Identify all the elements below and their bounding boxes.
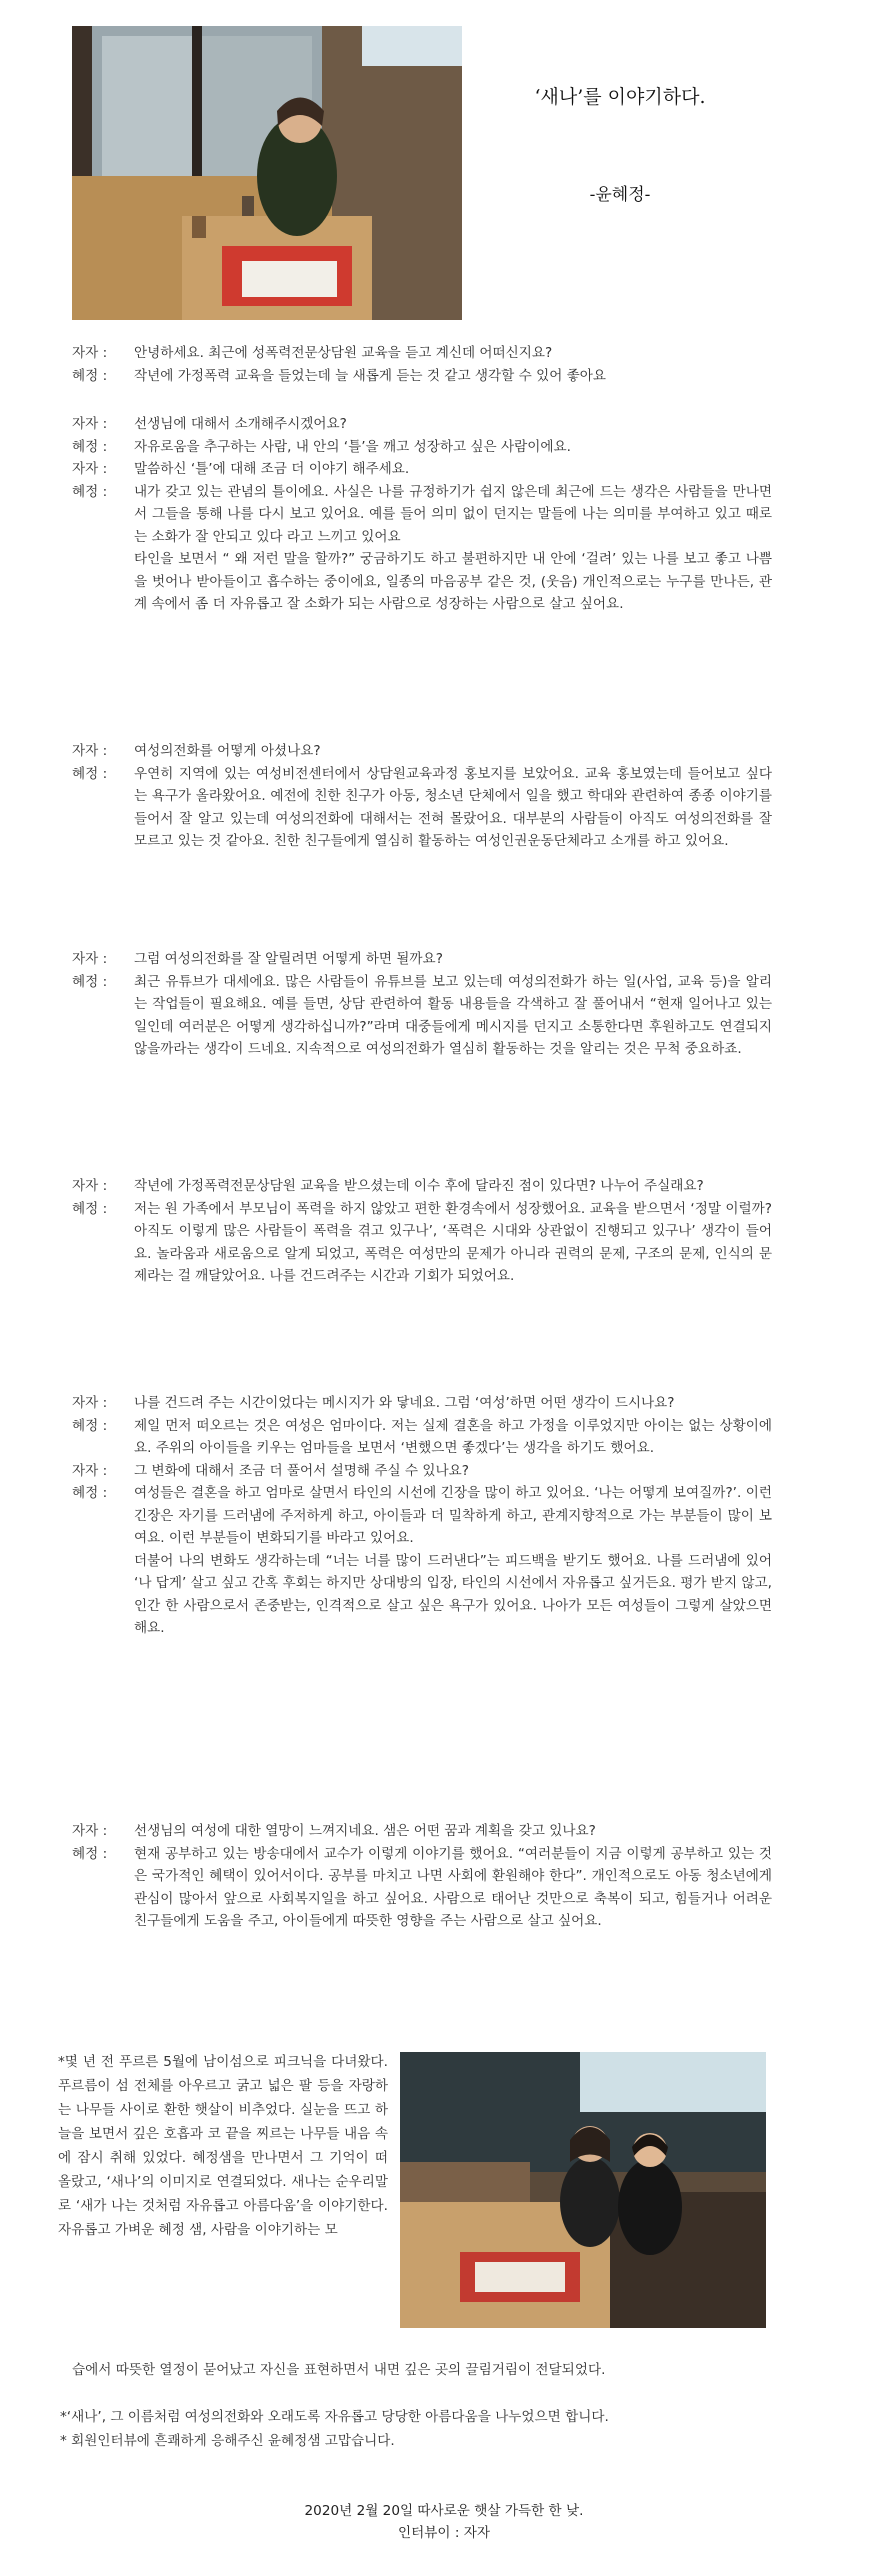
qa-line [72,436,772,459]
qa-line [72,740,772,763]
qa-section [72,1175,772,1288]
closing-note: *‘새나’, 그 이름처럼 여성의전화와 오래도록 자유롭고 당당한 아름다움을 나누었으면 합니다. [60,2409,609,2425]
utterance: 여성들은 결혼을 하고 엄마로 살면서 타인의 시선에 긴장을 많이 하고 있어요. ‘나는 어떻게 보여질까?’. 이런 긴장은 자기를 드러냄에 주저하게 하고, 아이들과 더 밀착하게 하고, 관계지향적으로 가는 부분들이 많이 보여요. 이런 부분들이 변화되기를 바라고 있어요. [134,1485,772,1546]
qa-line [72,481,772,549]
qa-section [72,1820,772,1933]
utterance: 그 변화에 대해서 조금 더 풀어서 설명해 주실 수 있나요? [134,1462,469,1479]
qa-line [72,1550,772,1640]
closing-paragraph: *몇 년 전 푸르른 5월에 남이섬으로 피크닉을 다녀왔다. 푸르름이 섬 전체를 아우르고 굵고 넓은 팔 등을 자랑하는 나무들 사이로 환한 햇살이 비추었다. 실눈을 뜨고 하늘을 보면서 깊은 호흡과 코 끝을 찌르는 나무들 내음 속에 잠시 취해 있었다. 혜정샘을 만나면서 그 기억이 떠 올랐고, ‘새나’의 이미지로 연결되었다. 새나는 순우리말로 ‘새가 나는 것처럼 자유롭고 아름다움’을 이야기한다. 자유롭고 가벼운 혜정 샘, 사람을 이야기하는 모 [58,2054,388,2238]
speaker: 자자 : [72,1178,108,1194]
utterance: 더불어 나의 변화도 생각하는데 “너는 너를 많이 드러낸다”는 피드백을 받기도 했어요. 나를 드러냄에 있어 ‘나 답게’ 살고 싶고 간혹 후회는 하지만 상대방의 입장, 타인의 시선에서 자유롭고 싶거든요. 평가 받지 않고, 인간 한 사람으로서 존중받는, 인격적으로 살고 싶은 욕구가 있어요. 나아가 모든 여성들이 그렇게 살았으면 해요. [134,1552,772,1636]
qa-line [72,1415,772,1460]
qa-line [72,1820,772,1843]
utterance: 타인을 보면서 “ 왜 저런 말을 할까?” 궁금하기도 하고 불편하지만 내 안에 ‘걸려’ 있는 나를 보고 좋고 나쁨을 벗어나 받아들이고 흡수하는 중이에요, 일종의 마음공부 같은 것, (웃음) 개인적으로는 누구를 만나든, 관계 속에서 좀 더 자유롭고 잘 소화가 되는 사람으로 성장하는 사람으로 살고 싶어요. [134,551,772,612]
article-title: ‘새나’를 이야기하다. [534,86,706,108]
interview-photo-two-people [400,2052,766,2328]
speaker: 자자 : [72,1462,108,1479]
speaker: 자자 : [72,461,108,477]
utterance: 작년에 가정폭력 교육을 들었는데 늘 새롭게 듣는 것 같고 생각할 수 있어 좋아요 [134,367,607,384]
qa-line [72,1460,772,1483]
date-line: 2020년 2월 20일 따사로운 햇살 가득한 한 낮. [304,2503,584,2519]
qa-line [72,548,772,616]
utterance: 제일 먼저 떠오르는 것은 여성은 엄마이다. 저는 실제 결혼을 하고 가정을 이루었지만 아이는 없는 상황이에요. 주위의 아이들을 키우는 엄마들을 보면서 ‘변했으면 좋겠다’는 생각을 하기도 했어요. [134,1417,772,1456]
utterance: 선생님에 대해서 소개해주시겠어요? [134,416,347,432]
qa-section [72,1392,772,1640]
speaker: 혜정 : [72,765,108,782]
utterance: 여성의전화를 어떻게 아셨나요? [134,743,321,759]
speaker: 자자 : [72,345,108,361]
qa-line [72,413,772,436]
qa-line [72,1482,772,1550]
qa-line [72,1198,772,1288]
speaker: 자자 : [72,1395,108,1411]
speaker: 자자 : [72,416,108,432]
qa-section [72,413,772,616]
utterance: 작년에 가정폭력전문상담원 교육을 받으셨는데 이수 후에 달라진 점이 있다면? 나누어 주실래요? [134,1178,704,1194]
speaker: 혜정 : [72,483,108,500]
speaker: 혜정 : [72,1417,108,1434]
speaker: 혜정 : [72,1200,108,1217]
utterance: 말씀하신 ‘틀’에 대해 조금 더 이야기 해주세요. [134,461,410,477]
qa-line [72,948,772,971]
utterance: 저는 원 가족에서 부모님이 폭력을 하지 않았고 편한 환경속에서 성장했어요. 교육을 받으면서 ‘정말 이럴까? 아직도 이렇게 많은 사람들이 폭력을 겪고 있구나’, ‘폭력은 시대와 상관없이 진행되고 있구나’ 생각이 들어요. 놀라움과 새로움으로 알게 되었고, 폭력은 여성만의 문제가 아니라 권력의 문제, 구조의 문제, 인식의 문제라는 걸 깨달았어요. 나를 건드려주는 시간과 기회가 되었어요. [134,1200,772,1284]
speaker: 자자 : [72,743,108,759]
utterance: 최근 유튜브가 대세에요. 많은 사람들이 유튜브를 보고 있는데 여성의전화가 하는 일(사업, 교육 등)을 알리는 작업들이 필요해요. 예를 들면, 상담 관련하여 활동 내용들을 각색하고 잘 풀어내서 “현재 일어나고 있는 일인데 여러분은 어떻게 생각하십니까?”라며 대중들에게 메시지를 던지고 소통한다면 후원하고도 연결되지 않을까라는 생각이 드네요. 지속적으로 여성의전화가 열심히 활동하는 것을 알리는 것은 무척 중요하죠. [134,973,772,1057]
qa-line [72,1175,772,1198]
utterance: 우연히 지역에 있는 여성비전센터에서 상담원교육과정 홍보지를 보았어요. 교육 홍보였는데 들어보고 싶다는 욕구가 올라왔어요. 예전에 친한 친구가 아동, 청소년 단체에서 일을 했고 학대와 관련하여 종종 이야기를 들어서 잘 알고 있는데 여성의전화에 대해서는 전혀 몰랐어요. 대부분의 사람들이 아직도 여성의전화를 잘 모르고 있는 것 같아요. 친한 친구들에게 열심히 활동하는 여성인권운동단체라고 소개를 하고 있어요. [134,765,772,849]
utterance: 내가 갖고 있는 관념의 틀이에요. 사실은 나를 규정하기가 쉽지 않은데 최근에 드는 생각은 사람들을 만나면서 그들을 통해 나를 다시 보고 있어요. 예를 들어 의미 없이 던지는 말들에 나는 의미를 부여하고 있고 때로는 소화가 잘 안되고 있다 라고 느끼고 있어요 [134,483,772,545]
qa-section [72,740,772,853]
qa-line [72,365,772,388]
qa-section [72,342,772,387]
closing-notes [50,2405,770,2453]
utterance: 그럼 여성의전화를 잘 알릴려면 어떻게 하면 될까요? [134,951,443,967]
speaker [72,548,134,616]
utterance: 안녕하세요. 최근에 성폭력전문상담원 교육을 듣고 계신데 어떠신지요? [134,345,553,361]
utterance: 자유로움을 추구하는 사람, 내 안의 ‘틀’을 깨고 성장하고 싶은 사람이에요. [134,438,571,455]
speaker: 혜정 : [72,1485,108,1501]
closing-note: * 회원인터뷰에 흔쾌하게 응해주신 윤혜정샘 고맙습니다. [60,2433,395,2449]
speaker [72,1550,134,1640]
qa-line [72,763,772,853]
speaker: 자자 : [72,951,108,967]
qa-line [72,971,772,1061]
qa-line [72,1843,772,1933]
qa-section [72,948,772,1061]
qa-line [72,458,772,481]
speaker: 혜정 : [72,1845,108,1862]
speaker: 자자 : [72,1823,108,1839]
speaker: 혜정 : [72,367,108,384]
utterance: 현재 공부하고 있는 방송대에서 교수가 이렇게 이야기를 했어요. “여러분들이 지금 이렇게 공부하고 있는 것은 국가적인 혜택이 있어서이다. 공부를 마치고 나면 사회에 환원해야 한다”. 개인적으로도 아동 청소년에게 관심이 많아서 앞으로 사회복지일을 하고 싶어요. 사람으로 태어난 것만으로 축복이 되고, 힘들거나 어려운 친구들에게 도움을 주고, 아이들에게 따뜻한 영향을 주는 사람으로 살고 싶어요. [134,1845,772,1929]
speaker: 혜정 : [72,438,108,455]
interviewer-line: 인터뷰이 : 자자 [397,2525,490,2541]
qa-line [72,1392,772,1415]
closing-paragraph-continuation: 습에서 따뜻한 열정이 묻어났고 자신을 표현하면서 내면 깊은 곳의 끌림거림이 전달되었다. [72,2362,606,2378]
utterance: 선생님의 여성에 대한 열망이 느껴지네요. 샘은 어떤 꿈과 계획을 갖고 있나요? [134,1823,596,1839]
speaker: 혜정 : [72,973,108,990]
footer [0,2500,888,2544]
utterance: 나를 건드려 주는 시간이었다는 메시지가 와 닿네요. 그럼 ‘여성’하면 어떤 생각이 드시나요? [134,1395,675,1411]
article-author: -윤혜정- [589,185,651,205]
interview-photo-cafe [72,26,462,320]
qa-line [72,342,772,365]
